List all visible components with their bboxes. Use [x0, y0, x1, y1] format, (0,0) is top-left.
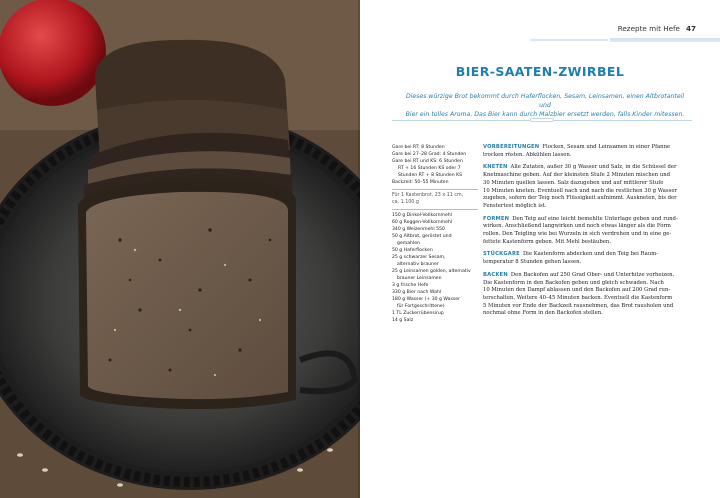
step-text: zugeben, sofern der Teig noch Flüssigkeit aufnimmt. Auskneten, bis der: [483, 195, 677, 202]
instruction-step: [483, 216, 695, 247]
step-label: KNETEN: [483, 164, 508, 171]
step-line: [483, 303, 695, 311]
intro-line: Bier ein tolles Aroma. Das Bier kann durch Malzbier ersetzt werden, falls Kinder mitessen.: [405, 111, 685, 118]
step-line: [483, 251, 695, 259]
step-line: [483, 310, 695, 318]
sidebar-rule: [392, 209, 478, 210]
ingredient-item: 3 g frische Hefe: [392, 283, 429, 288]
yield-line: ca. 1.100 g: [392, 200, 419, 205]
instruction-step: [483, 164, 695, 210]
instruction-step: [483, 272, 695, 318]
step-text: Flocken, Sesam und Leinsamen in einer Pfanne: [542, 144, 671, 150]
ingredient-item: 340 g Weizenmehl 550: [392, 227, 445, 232]
recipe-sidebar: [392, 144, 478, 324]
step-line: [483, 272, 695, 280]
ingredient-item: 60 g Roggen-Vollkornmehl: [392, 220, 453, 225]
step-line: [483, 188, 695, 196]
step-line: [483, 287, 695, 295]
step-line: [483, 164, 695, 172]
step-line: [483, 231, 695, 239]
step-text: 5 Minuten vor Ende der Backzeit rausnehmen, das Brot rausholen und: [483, 302, 674, 309]
step-text: rollen. Den Teigling wie bei Wurzeln in sich verdrehen und in eine ge-: [483, 231, 672, 238]
timing-line: Gare bei RT: 8 Stunden: [392, 145, 445, 150]
header-rule-accent: [530, 39, 608, 41]
recipe-title: BIER-SAATEN-ZWIRBEL: [455, 64, 625, 79]
step-text: 10 Minuten den Dampf ablassen und den Backofen auf 200 Grad run-: [483, 287, 671, 294]
step-line: [483, 295, 695, 303]
step-line: [483, 144, 695, 152]
recipe-page: [360, 0, 720, 498]
instruction-step: [483, 144, 695, 159]
yield-line: Für 1 Kastenbrot, 23 x 11 cm,: [392, 193, 464, 198]
ingredient-item: 50 g Haferflocken: [392, 248, 433, 253]
step-text: 10 Minuten kneten. Eventuell nach und nach die restlichen 30 g Wasser: [483, 187, 677, 194]
step-line: [483, 223, 695, 231]
step-text: nochmal ohne Form in den Backofen stellen.: [483, 310, 603, 317]
step-label: VORBEREITUNGEN: [483, 144, 540, 150]
ingredient-list: [392, 212, 478, 324]
step-text: 30 Minuten quellen lassen. Salz dazugeben und auf mittlerer Stufe: [483, 179, 664, 186]
intro-line: Dieses würzige Brot bekommt durch Haferflocken, Sesam, Leinsamen, einen Altbrotanteil und: [405, 93, 685, 109]
step-label: STÜCKGARE: [483, 251, 520, 258]
step-text: Alle Zutaten, außer 30 g Wasser und Salz, in die Schüssel der: [510, 164, 677, 171]
ingredient-item: brauner Leinsamen: [397, 276, 442, 281]
step-text: Den Backofen auf 250 Grad Ober- und Unterhitze vorheizen.: [510, 271, 675, 278]
step-text: Fenstertest möglich ist.: [483, 202, 547, 209]
step-line: [483, 195, 695, 203]
recipe-intro: [400, 92, 690, 119]
step-text: wirken. Anschließend langwirken und noch etwas länger als die Form: [483, 223, 671, 230]
timing-line: Backzeit: 50–55 Minuten: [392, 180, 449, 185]
ingredient-item: 14 g Salz: [392, 318, 414, 323]
step-line: [483, 180, 695, 188]
timing-line: Gare bei 27–28 Grad: 4 Stunden: [392, 152, 467, 157]
step-text: temperatur 8 Stunden gehen lassen.: [483, 259, 582, 266]
ingredient-item: für Fortgeschrittene): [397, 304, 445, 309]
ingredient-item: gemahlen: [397, 241, 420, 246]
instructions: [483, 144, 695, 323]
ingredient-item: 150 g Dinkel-Vollkornmehl: [392, 213, 452, 218]
step-text: Den Teig auf eine leicht bemehlte Unterlage geben und rund-: [512, 215, 678, 222]
step-line: [483, 259, 695, 267]
ingredient-item: alternativ brauner: [397, 262, 439, 267]
step-label: BACKEN: [483, 271, 508, 278]
timing-line: Stunden RT + 8 Stunden KS: [398, 173, 463, 178]
instruction-step: [483, 251, 695, 266]
divider-ornament-icon: [530, 118, 554, 122]
step-line: [483, 280, 695, 288]
step-text: trocken rösten. Abkühlen lassen.: [483, 151, 572, 158]
step-line: [483, 216, 695, 224]
step-text: fettete Kastenform geben. Mit Mehl bestäuben.: [483, 238, 611, 245]
timing-line: Gare bei RT und KS: 6 Stunden: [392, 159, 463, 164]
step-line: [483, 172, 695, 180]
ingredient-item: 50 g Altbrot, geröstet und: [392, 234, 452, 239]
timing-line: RT + 16 Stunden KS oder 7: [398, 166, 461, 171]
yield-info: [392, 192, 478, 206]
header-rule: [610, 38, 720, 42]
step-line: [483, 203, 695, 211]
ingredient-item: 25 g schwarzer Sesam,: [392, 255, 446, 260]
sidebar-rule: [392, 189, 478, 190]
step-text: Knetmaschine geben. Auf der kleinsten Stufe 2 Minuten mischen und: [483, 172, 671, 179]
step-text: Die Kastenform in den Backofen geben und gleich schwaden. Nach: [483, 279, 664, 286]
step-line: [483, 152, 695, 160]
running-header: [618, 24, 696, 33]
ingredient-item: 330 g Bier nach Wahl: [392, 290, 442, 295]
ornament-divider: [392, 118, 692, 122]
step-label: FORMEN: [483, 215, 510, 222]
step-text: terschalten. Weitere 40–45 Minuten backen. Eventuell die Kastenform: [483, 294, 673, 301]
ingredient-item: 1 TL Zuckerrübensirup: [392, 311, 444, 316]
page-number: 47: [685, 24, 696, 33]
ingredient-item: 180 g Wasser (+ 30 g Wasser: [392, 297, 460, 302]
ingredient-item: 25 g Leinsamen golden, alternativ: [392, 269, 471, 274]
section-title: Rezepte mit Hefe: [617, 24, 680, 33]
step-line: [483, 239, 695, 247]
step-text: Die Kastenform abdecken und den Teig bei Raum-: [522, 251, 659, 258]
timing-list: [392, 144, 478, 186]
